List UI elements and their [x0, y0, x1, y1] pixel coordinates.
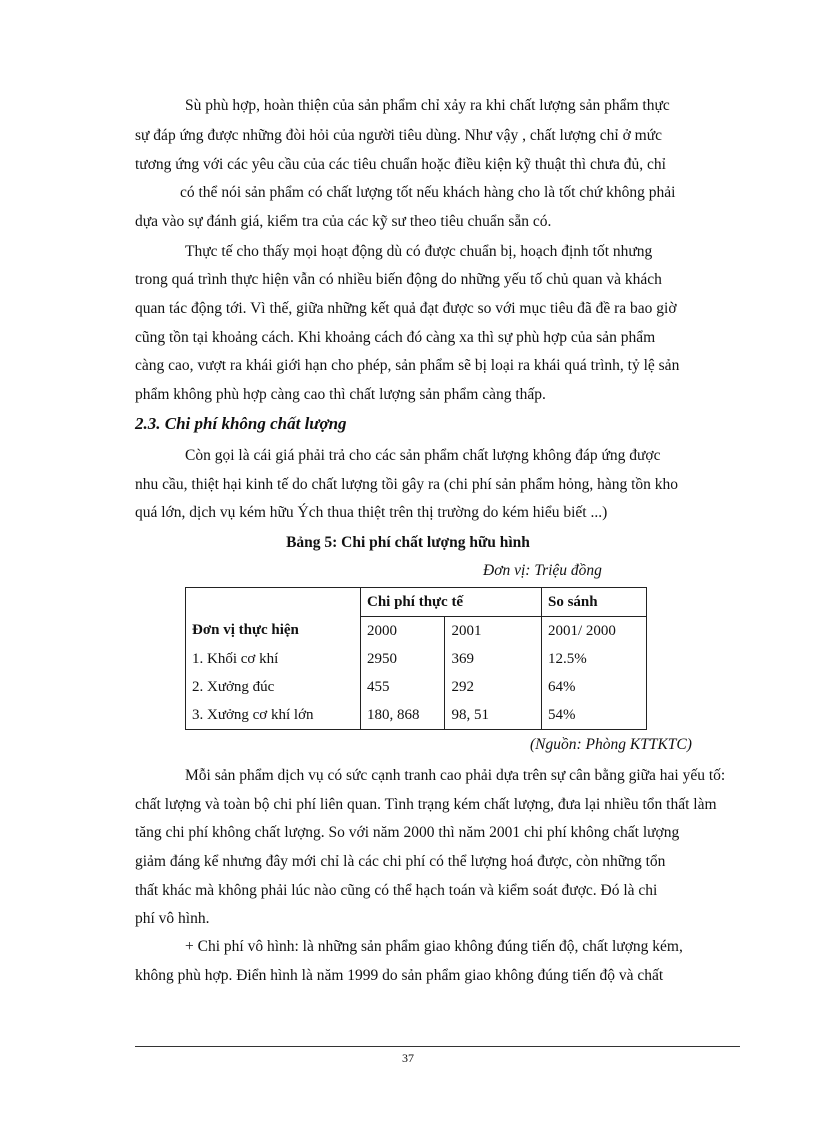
paragraph-3-line: quá lớn, dịch vụ kém hữu Ých thua thiệt trên thị trường do kém hiểu biết ...) — [135, 504, 608, 521]
table-row — [186, 673, 647, 701]
row-value-2000: 2950 — [361, 645, 445, 673]
header-comparison: So sánh — [542, 588, 647, 617]
table-row — [186, 701, 647, 730]
row-value-2001: 292 — [445, 673, 542, 701]
page-number: 37 — [402, 1051, 414, 1065]
section-heading: 2.3. Chi phí không chất lượng — [135, 414, 347, 433]
cost-table — [185, 587, 647, 730]
row-value-2000: 180, 868 — [361, 701, 445, 730]
row-ratio: 64% — [542, 673, 647, 701]
paragraph-5-line: không phù hợp. Điển hình là năm 1999 do sản phẩm giao không đúng tiến độ và chất — [135, 967, 664, 984]
header-year-2000: 2000 — [361, 617, 445, 646]
table-caption: Bảng 5: Chi phí chất lượng hữu hình — [286, 534, 530, 551]
paragraph-1-line: dựa vào sự đánh giá, kiểm tra của các kỹ sư theo tiêu chuẩn sẵn có. — [135, 213, 552, 230]
paragraph-2-line: càng cao, vượt ra khái giới hạn cho phép, sản phẩm sẽ bị loại ra khái quá trình, tỷ lệ sản — [135, 357, 680, 374]
header-actual-cost: Chi phí thực tế — [361, 588, 542, 617]
row-unit-name: 3. Xưởng cơ khí lớn — [186, 701, 361, 730]
row-unit-name: 1. Khối cơ khí — [186, 645, 361, 673]
paragraph-1-line: sự đáp ứng được những đòi hỏi của người tiêu dùng. Như vậy , chất lượng chỉ ở mức — [135, 127, 663, 144]
paragraph-1-line: Sù phù hợp, hoàn thiện của sản phẩm chỉ xảy ra khi chất lượng sản phẩm thực — [185, 97, 670, 114]
paragraph-4-line: thất khác mà không phải lúc nào cũng có thể hạch toán và kiểm soát được. Đó là chi — [135, 882, 658, 899]
paragraph-4-line: giảm đáng kể nhưng đây mới chỉ là các chi phí có thể lượng hoá được, còn những tổn — [135, 853, 666, 870]
table-source: (Nguồn: Phòng KTTKTC) — [530, 736, 692, 753]
row-unit-name: 2. Xưởng đúc — [186, 673, 361, 701]
footer-rule — [135, 1046, 740, 1047]
table-corner-cell — [186, 588, 361, 617]
paragraph-1-line: có thể nói sản phẩm có chất lượng tốt nếu khách hàng cho là tốt chứ không phải — [180, 184, 676, 201]
paragraph-4-line: Mỗi sản phẩm dịch vụ có sức cạnh tranh cao phải dựa trên sự cân bằng giữa hai yếu tố: — [185, 767, 726, 784]
row-ratio: 12.5% — [542, 645, 647, 673]
table-row — [186, 645, 647, 673]
paragraph-2-line: Thực tế cho thấy mọi hoạt động dù có được chuẩn bị, hoạch định tốt nhưng — [185, 243, 653, 260]
row-value-2000: 455 — [361, 673, 445, 701]
paragraph-2-line: cũng tồn tại khoảng cách. Khi khoảng cách đó càng xa thì sự phù hợp của sản phẩm — [135, 329, 656, 346]
header-year-2001: 2001 — [445, 617, 542, 646]
paragraph-2-line: phẩm không phù hợp càng cao thì chất lượng sản phẩm càng thấp. — [135, 386, 546, 403]
paragraph-3-line: nhu cầu, thiệt hại kinh tế do chất lượng tồi gây ra (chi phí sản phẩm hỏng, hàng tồn kho — [135, 476, 679, 493]
row-value-2001: 369 — [445, 645, 542, 673]
paragraph-4-line: phí vô hình. — [135, 910, 210, 927]
paragraph-2-line: quan tác động tới. Vì thế, giữa những kết quả đạt được so với mục tiêu đã đề ra bao giờ — [135, 300, 677, 317]
row-ratio: 54% — [542, 701, 647, 730]
row-value-2001: 98, 51 — [445, 701, 542, 730]
header-ratio: 2001/ 2000 — [542, 617, 647, 646]
paragraph-3-line: Còn gọi là cái giá phải trả cho các sản phẩm chất lượng không đáp ứng được — [185, 447, 661, 464]
paragraph-1-line: tương ứng với các yêu cầu của các tiêu chuẩn hoặc điều kiện kỹ thuật thì chưa đủ, chỉ — [135, 156, 666, 173]
paragraph-2-line: trong quá trình thực hiện vẫn có nhiều biến động do những yếu tố chủ quan và khách — [135, 271, 662, 288]
paragraph-5-line: + Chi phí vô hình: là những sản phẩm giao không đúng tiến độ, chất lượng kém, — [185, 938, 683, 955]
header-unit: Đơn vị thực hiện — [186, 617, 361, 646]
table-unit-note: Đơn vị: Triệu đồng — [483, 562, 602, 579]
paragraph-4-line: chất lượng và toàn bộ chi phí liên quan. Tình trạng kém chất lượng, đưa lại nhiều tổn thất làm — [135, 796, 717, 813]
paragraph-4-line: tăng chi phí không chất lượng. So với năm 2000 thì năm 2001 chi phí không chất lượng — [135, 824, 680, 841]
